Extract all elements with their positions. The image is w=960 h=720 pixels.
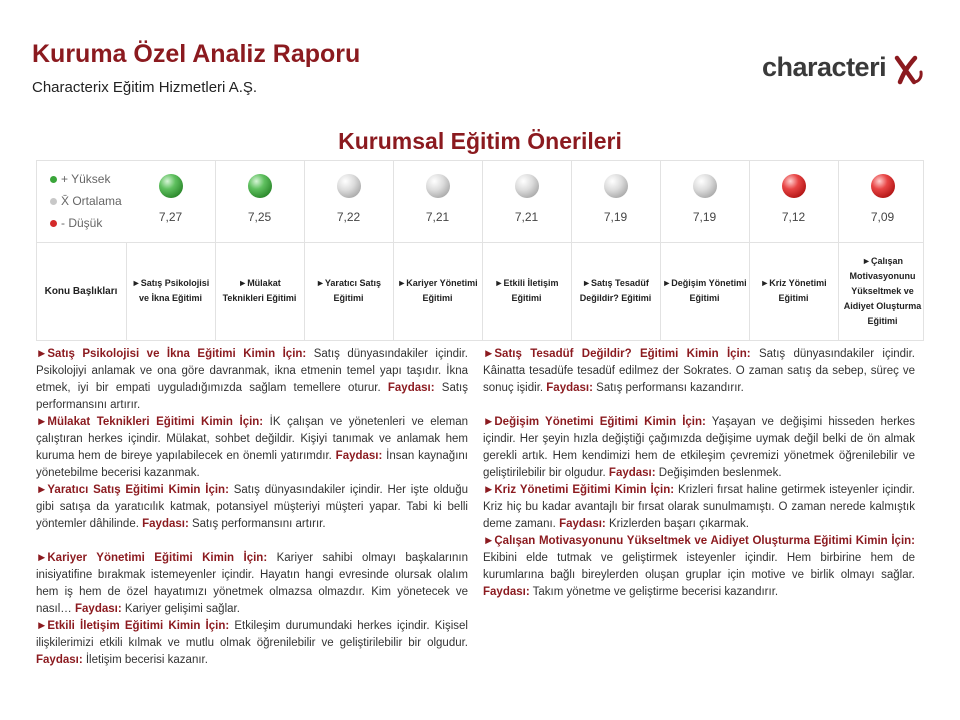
description-question: ►Mülakat Teknikleri Eğitimi Kimin İçin:: [36, 416, 264, 428]
grid-hline: [36, 340, 924, 341]
score-indicator-gray-icon: [426, 174, 450, 198]
report-subtitle: Characterix Eğitim Hizmetleri A.Ş.: [32, 79, 258, 96]
legend-avg-label: X̄ Ortalama: [61, 194, 122, 208]
benefit-text: Değişimden beslenmek.: [655, 467, 782, 479]
benefit-text: Satış performansını artırır.: [188, 518, 326, 530]
training-description: [483, 414, 915, 482]
training-column: [660, 160, 749, 340]
benefit-text: İnsan kaynağını yönetebilme becerisi kazanmak.: [36, 450, 468, 479]
benefit-label: Faydası:: [142, 518, 189, 530]
description-text: Krizleri fırsat haline getirmek isteyenler içindir. Kriz hiç bu kadar avantajlı bir fırsat olarak sunulmamıştı. O zaman nerede kalmıştık deme zamanı.: [483, 484, 915, 530]
legend-low-dot: [50, 220, 57, 227]
training-label: [840, 246, 925, 336]
training-description: [36, 618, 468, 669]
training-label-text: ►Değişim Yönetimi Eğitimi: [662, 278, 747, 303]
legend-high-dot: [50, 176, 57, 183]
training-score: 7,22: [336, 210, 361, 224]
training-description: [483, 482, 915, 533]
training-score: 7,19: [603, 210, 628, 224]
training-column: [571, 160, 660, 340]
training-label: [395, 246, 480, 336]
topics-label: Konu Başlıkları: [44, 285, 118, 297]
benefit-label: Faydası:: [387, 382, 435, 394]
legend-low-label: - Düşük: [61, 216, 103, 230]
training-description: [36, 414, 468, 482]
score-indicator-green-icon: [248, 174, 272, 198]
training-column: [749, 160, 838, 340]
training-label-text: ►Etkili İletişim Eğitimi: [494, 278, 559, 303]
training-label-text: ►Kriz Yönetimi Eğitimi: [760, 278, 827, 303]
benefit-label: Faydası:: [608, 467, 656, 479]
training-column: [304, 160, 393, 340]
benefit-label: Faydası:: [75, 603, 122, 615]
benefit-label: Faydası:: [483, 586, 530, 598]
training-score: 7,27: [158, 210, 183, 224]
training-score: 7,19: [692, 210, 717, 224]
training-label-text: ►Satış Tesadüf Değildir? Eğitimi: [579, 278, 652, 303]
benefit-label: Faydası:: [36, 654, 83, 666]
training-column: [393, 160, 482, 340]
legend-avg-dot: [50, 198, 57, 205]
description-text: Etkileşim durumundaki herkes içindir. Kişisel ilişkilerimizi etkili kılmak ve mutlu olmak öğrenilebilir ve geliştirilebilir bir olgudur.: [36, 620, 468, 649]
training-column: [215, 160, 304, 340]
report-title: Kuruma Özel Analiz Raporu: [32, 40, 361, 68]
training-score: 7,21: [425, 210, 450, 224]
training-column: [126, 160, 215, 340]
description-question: ►Kriz Yönetimi Eğitimi Kimin İçin:: [483, 484, 675, 496]
legend: [50, 168, 122, 234]
score-indicator-green-icon: [159, 174, 183, 198]
descriptions-right: [483, 346, 915, 601]
descriptions-left: [36, 346, 468, 669]
paragraph-gap: [36, 533, 468, 550]
description-question: ►Değişim Yönetimi Eğitimi Kimin İçin:: [483, 416, 706, 428]
training-label: [306, 246, 391, 336]
training-score: 7,25: [247, 210, 272, 224]
description-question: ►Satış Psikolojisi ve İkna Eğitimi Kimin İçin:: [36, 348, 307, 360]
training-description: [483, 533, 915, 601]
training-label: [217, 246, 302, 336]
legend-low: [50, 212, 122, 234]
training-column: [482, 160, 571, 340]
training-label-text: ►Satış Psikolojisi ve İkna Eğitimi: [131, 278, 210, 303]
logo-text: characteri: [762, 52, 887, 82]
training-score: 7,12: [781, 210, 806, 224]
score-indicator-gray-icon: [515, 174, 539, 198]
description-text: Satış dünyasındakiler içindir. Her işte olduğu gibi satışa da yaratıcılık katmak, potansiyel müşteriyi müşteri yapar. Tabi ki belli yöntemler dâhilinde.: [36, 484, 468, 530]
description-text: Ekibini elde tutmak ve geliştirmek isteyenler içindir. Hem birbirine hem de kurumlarına bağlı bireylerden oluşan gruplar için motive ve birlik olmayı sağlar.: [483, 552, 915, 581]
description-text: İK çalışan ve yönetenleri ve eleman çalıştıran herkes içindir. Mülakat, sohbet değildir. Kişiyi tanımak ve anlamak hem kuruma hem de bireye yapılabilecek en önemli yatırımdır.: [36, 416, 468, 462]
section-title: Kurumsal Eğitim Önerileri: [338, 128, 622, 154]
description-text: Yaşayan ve değişimi hisseden herkes içindir. Her şeyin hızla değiştiği çağımızda değişime uymak değil belki de ön almak gerekli artık. Hem kendimizi hem de etkileşim çevremizi yönetmek öğrenilebilir ve geliştirilebilir bir olgudur.: [483, 416, 915, 479]
score-indicator-red-icon: [871, 174, 895, 198]
description-question: ►Kariyer Yönetimi Eğitimi Kimin İçin:: [36, 552, 268, 564]
benefit-label: Faydası:: [559, 518, 606, 530]
benefit-label: Faydası:: [546, 382, 593, 394]
description-question: ►Yaratıcı Satış Eğitimi Kimin İçin:: [36, 484, 229, 496]
benefit-label: Faydası:: [335, 450, 383, 462]
benefit-text: İletişim becerisi kazanır.: [82, 654, 208, 666]
score-indicator-gray-icon: [604, 174, 628, 198]
benefit-text: Satış performansını artırır.: [36, 382, 469, 411]
training-score: 7,21: [514, 210, 539, 224]
benefit-text: Krizlerden başarı çıkarmak.: [605, 518, 749, 530]
training-description: [36, 550, 468, 618]
training-label-text: ►Mülakat Teknikleri Eğitimi: [222, 278, 297, 303]
benefit-text: Kariyer gelişimi sağlar.: [121, 603, 240, 615]
benefit-text: Takım yönetme ve geliştirme becerisi kazandırır.: [529, 586, 779, 598]
training-label-text: ►Kariyer Yönetimi Eğitimi: [397, 278, 478, 303]
training-score-grid: [36, 160, 924, 340]
legend-avg: [50, 190, 122, 212]
training-label: [128, 246, 213, 336]
description-text: Satış dünyasındakiler içindir. Kâinatta tesadüfe tesadüf edilmez der Sokrates. O zaman satış da sebep, süreç ve sonuç işidir.: [483, 348, 915, 394]
training-label: [484, 246, 569, 336]
training-label-text: ►Yaratıcı Satış Eğitimi: [316, 278, 381, 303]
training-label-text: ►Çalışan Motivasyonunu Yükseltmek ve Aidiyet Oluşturma Eğitimi: [843, 255, 922, 326]
logo-x-icon: [894, 52, 924, 88]
benefit-text: Satış performansı kazandırır.: [592, 382, 744, 394]
paragraph-gap: [483, 397, 915, 414]
description-question: ►Çalışan Motivasyonunu Yükseltmek ve Aidiyet Oluşturma Eğitimi Kimin İçin:: [483, 535, 915, 547]
description-text: Kariyer sahibi olmayı başkalarının inisiyatifine bırakmak istemeyenler içindir. Hayatın hangi evresinde olursak olalım hem iş hem de özel hayatımızı yönetmek olmazsa olmazdır. Kim yönetecek ve nasıl…: [36, 552, 469, 615]
description-text: Satış dünyasındakiler içindir. Psikolojiyi anlamak ve ona göre davranmak, ikna etmenin temel yapı taşıdır. İkna etmek, iyi bir empati uyguladığımızda sağlam temellere oturur.: [36, 348, 468, 394]
description-question: ►Etkili İletişim Eğitimi Kimin İçin:: [36, 620, 230, 632]
description-question: ►Satış Tesadüf Değildir? Eğitimi Kimin İçin:: [483, 348, 751, 360]
training-description: [36, 482, 468, 533]
legend-high-label: + Yüksek: [61, 172, 111, 186]
training-score: 7,09: [870, 210, 895, 224]
legend-high: [50, 168, 122, 190]
characterix-logo: [762, 52, 922, 88]
score-indicator-gray-icon: [337, 174, 361, 198]
score-indicator-red-icon: [782, 174, 806, 198]
training-description: [36, 346, 468, 414]
training-label: [573, 246, 658, 336]
training-description: [483, 346, 915, 397]
training-label: [751, 246, 836, 336]
training-label: [662, 246, 747, 336]
score-indicator-gray-icon: [693, 174, 717, 198]
training-column: [838, 160, 927, 340]
